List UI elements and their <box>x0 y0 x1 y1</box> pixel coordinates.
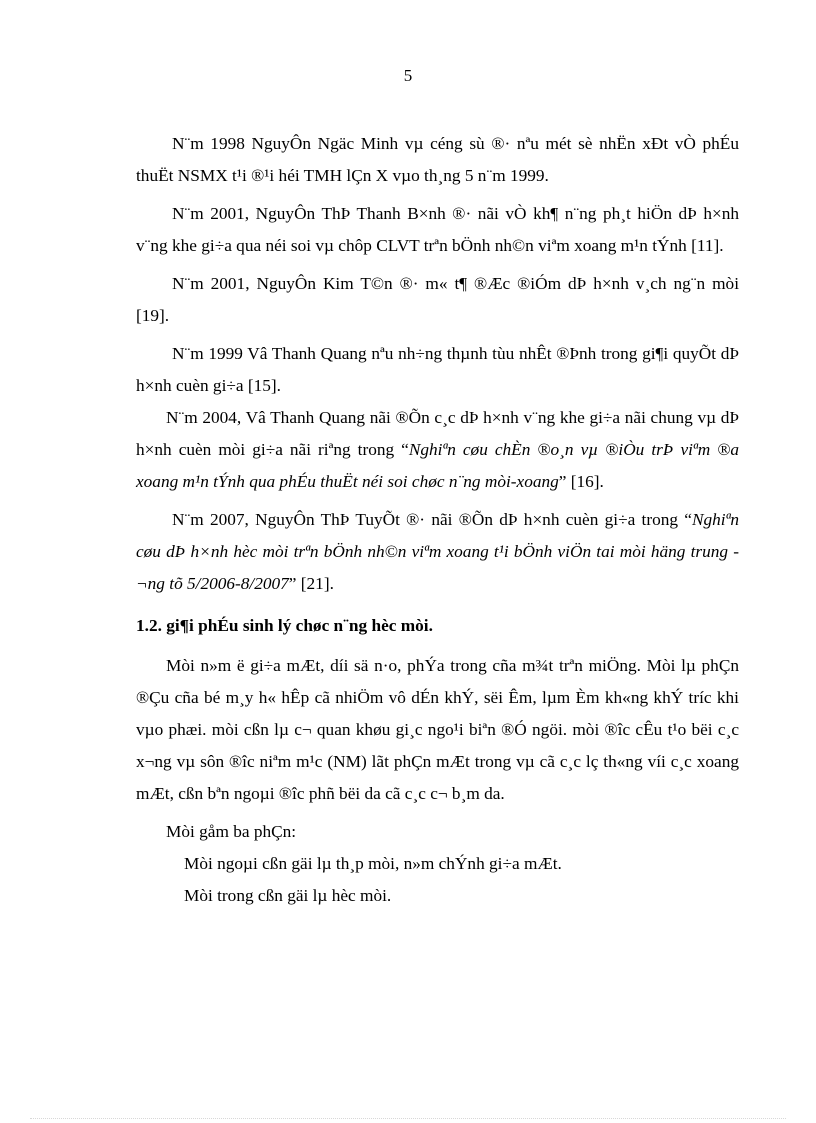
list-intro: Mòi gåm ba phÇn: <box>166 822 297 841</box>
page-bottom-divider <box>30 1118 786 1119</box>
page-number: 5 <box>403 66 413 85</box>
paragraph-6-text-start: N¨m 2007, NguyÔn ThÞ TuyÕt ®· nãi ®Õn dÞ h×nh cuèn gi÷a trong “ <box>172 510 692 529</box>
paragraph-6-italic-title: Nghiªn cøu dÞ h×nh hèc mòi trªn bÖnh nh©n viªm xoang t¹i bÖnh viÖn tai mòi häng trung ¬ng tõ 5/2006-8/2007 <box>136 510 739 593</box>
paragraph-7: Mòi n»m ë gi÷a mÆt, díi sä n·o, phÝa trong cña m¾t trªn miÖng. Mòi lµ phÇn ®Çu cña bé m¸y h« hÊp cã nhiÖm vô dÉn khÝ, sëi Êm, lµm Èm kh«ng khÝ tríc khi vµo phæi. mòi cßn lµ c¬ quan khøu gi¸c ngo¹i biªn ®Ó ngöi. mòi ®îc cÊu t¹o bëi c¸c x¬ng vµ sôn ®îc niªm m¹c (NM) lãt phÇn mÆt trong vµ cã c¸c lç th«ng víi c¸c xoang mÆt, cßn bªn ngoµi ®îc phñ bëi da cã c¸c c¬ b¸m da. <box>136 656 739 803</box>
paragraph-3: N¨m 2001, NguyÔn Kim T©n ®· m« t¶ ®Æc ®iÓm dÞ h×nh v¸ch ng¨n mòi [19]. <box>136 274 739 325</box>
paragraph-6 <box>136 504 739 600</box>
list-item-1: Mòi ngoµi cßn gäi lµ th¸p mòi, n»m chÝnh gi÷a mÆt. <box>184 854 562 873</box>
document-body <box>136 128 739 912</box>
paragraph-5-text-end: ” [16]. <box>558 472 604 491</box>
section-heading: 1.2. gi¶i phÉu sinh lý chøc n¨ng hèc mòi. <box>136 616 433 635</box>
paragraph-5 <box>136 402 739 498</box>
paragraph-4: N¨m 1999 Vâ Thanh Quang nªu nh÷ng thµnh tùu nhÊt ®Þnh trong gi¶i quyÕt dÞ h×nh cuèn gi÷a [15]. <box>136 344 739 395</box>
paragraph-5-italic-title: Nghiªn cøu chÈn ®o¸n vµ ®iÒu trÞ viªm ®a xoang m¹n tÝnh qua phÉu thuËt néi soi chøc n¨ng mòi-xoang <box>136 440 739 491</box>
paragraph-1: N¨m 1998 NguyÔn Ngäc Minh vµ céng sù ®· nªu mét sè nhËn xÐt vÒ phÉu thuËt NSMX t¹i ®¹i héi TMH lÇn X vµo th¸ng 5 n¨m 1999. <box>136 134 739 185</box>
paragraph-5-text-start: N¨m 2004, Vâ Thanh Quang nãi ®Õn c¸c dÞ h×nh v¨ng khe gi÷a nãi chung vµ dÞ h×nh cuèn mòi gi÷a nãi riªng trong “ <box>136 408 739 459</box>
list-item-2: Mòi trong cßn gäi lµ hèc mòi. <box>184 886 392 905</box>
paragraph-6-text-end: ” [21]. <box>288 574 334 593</box>
paragraph-2: N¨m 2001, NguyÔn ThÞ Thanh B×nh ®· nãi vÒ kh¶ n¨ng ph¸t hiÖn dÞ h×nh v¨ng khe gi÷a qua néi soi vµ chôp CLVT trªn bÖnh nh©n viªm xoang m¹n tÝnh [11]. <box>136 204 739 255</box>
